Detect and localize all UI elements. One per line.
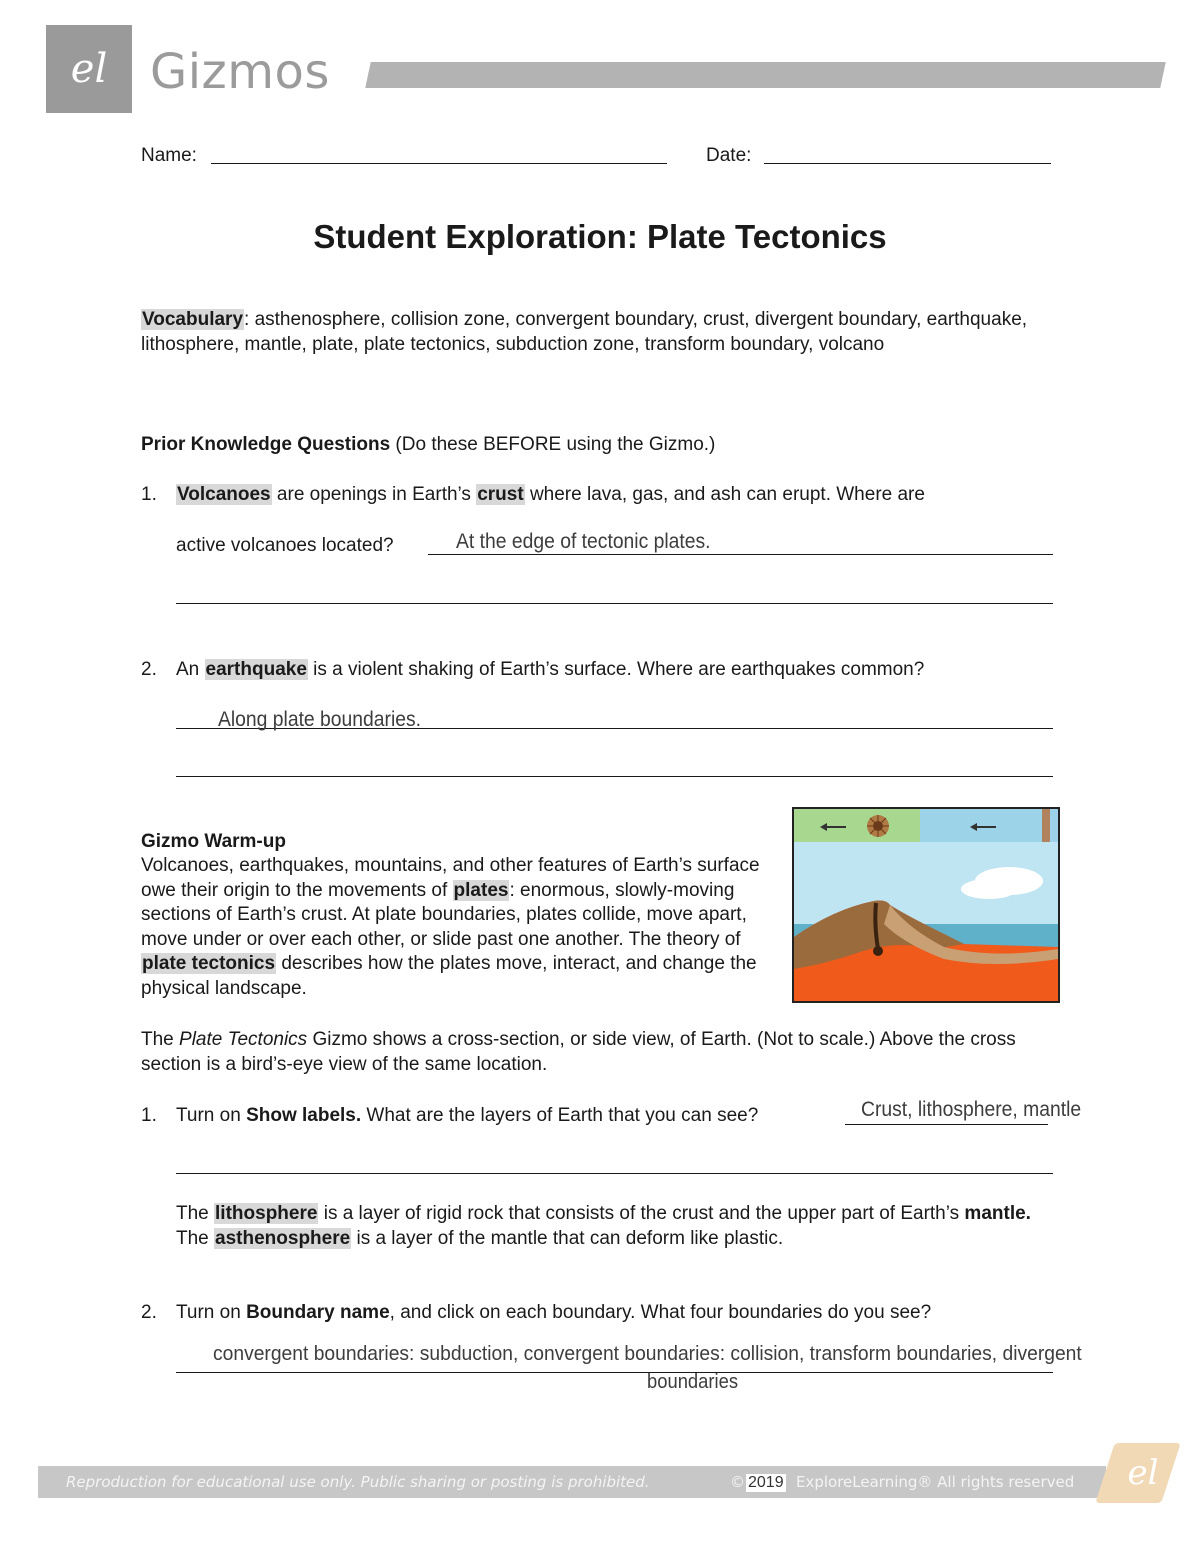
prior-knowledge-note: (Do these BEFORE using the Gizmo.) [390, 434, 716, 455]
warmup-q1-answer: Crust, lithosphere, mantle [861, 1098, 1082, 1121]
warmup-heading: Gizmo Warm-up [141, 831, 286, 852]
warmup-q1-text [176, 1104, 758, 1129]
warmup-text: : enormous, slowly-moving sections of Earth’s crust. At plate boundaries, plates collide, move apart, move under or over each other, or slide past one another. The theory of [141, 879, 747, 950]
prior-q1-part: are openings in Earth’s [271, 484, 477, 505]
warmup-q2-part: , and click on each boundary. What four boundaries do you see? [389, 1302, 932, 1323]
prior-q2-part: An [176, 659, 205, 680]
name-label: Name: [141, 145, 197, 166]
prior-q1-text [176, 483, 925, 508]
prior-q1-part: where lava, gas, and ash can erupt. Where are [524, 484, 925, 505]
explorelearning-logo: el [70, 46, 108, 92]
footer-notice: Reproduction for educational use only. Public sharing or posting is prohibited. [66, 1473, 650, 1491]
copyright-year: 2019 [748, 1474, 784, 1491]
date-label: Date: [706, 145, 752, 166]
gizmo-description [141, 1028, 1061, 1077]
warmup-q1-part: Turn on [176, 1105, 247, 1126]
footer-rights: ExploreLearning® All rights reserved [796, 1473, 1075, 1491]
prior-q2-text [176, 658, 924, 683]
info-text: The [176, 1203, 215, 1224]
warmup-q1-part: What are the layers of Earth that you can see? [361, 1105, 759, 1126]
description-text: The [141, 1029, 180, 1050]
show-labels-term: Show labels. [246, 1105, 362, 1126]
vocabulary-list: : asthenosphere, collision zone, convergent boundary, crust, divergent boundary, earthquake, lithosphere, mantle, plate, plate tectonics, subduction zone, transform boundary, volcano [141, 309, 1028, 355]
page-title: Student Exploration: Plate Tectonics [313, 218, 887, 255]
term-crust: crust [477, 484, 524, 505]
answer-line[interactable] [428, 554, 1053, 555]
question-number: 2. [141, 659, 157, 680]
term-asthenosphere: asthenosphere [215, 1227, 351, 1249]
gizmo-name: Plate Tectonics [179, 1029, 308, 1050]
question-number: 1. [141, 484, 157, 505]
term-plates: plates [453, 879, 509, 901]
term-plate-tectonics: plate tectonics [142, 953, 276, 974]
warmup-text: Volcanoes, earthquakes, mountains, and other features of Earth’s surface owe their origin to the movements of [141, 855, 760, 901]
answer-line[interactable] [176, 1372, 1053, 1373]
term-earthquake: earthquake [205, 659, 307, 680]
prior-q1-line2: active volcanoes located? [176, 535, 394, 556]
answer-line[interactable] [176, 603, 1053, 604]
warmup-q2-text [176, 1301, 931, 1326]
vocabulary-label: Vocabulary [142, 309, 244, 330]
description-text: Gizmo shows a cross-section, or side view, of Earth. (Not to scale.) Above the cross section is a bird’s-eye view of the same location. [141, 1029, 1016, 1075]
info-text: is a layer of the mantle that can deform like plastic. [351, 1227, 784, 1249]
brand-title: Gizmos [150, 44, 330, 100]
warmup-q2-answer: convergent boundaries: subduction, convergent boundaries: collision, transform boundaries, divergent [213, 1342, 1082, 1365]
boundary-name-term: Boundary name [246, 1302, 390, 1323]
copyright-symbol: © [730, 1473, 745, 1491]
info-text: is a layer of rigid rock that consists of the crust and the upper part of Earth’s [318, 1203, 965, 1224]
vocabulary-paragraph [141, 308, 1041, 357]
warmup-paragraph [141, 854, 781, 1001]
warmup-text: describes how the plates move, interact, and change the physical landscape. [141, 953, 757, 999]
prior-knowledge-heading-row [141, 433, 715, 458]
prior-q2-part: is a violent shaking of Earth’s surface. Where are earthquakes common? [307, 659, 925, 680]
date-field[interactable] [764, 163, 1051, 164]
question-number: 1. [141, 1105, 157, 1126]
warmup-q2-part: Turn on [176, 1302, 247, 1323]
answer-line[interactable] [176, 1173, 1053, 1174]
warmup-q2-answer-continued: boundaries [647, 1371, 739, 1393]
question-number: 2. [141, 1302, 157, 1323]
answer-line[interactable] [176, 776, 1053, 777]
prior-knowledge-heading: Prior Knowledge Questions [141, 434, 391, 455]
lithosphere-info [176, 1202, 1036, 1251]
term-volcanoes: Volcanoes [177, 484, 271, 505]
prior-q1-answer: At the edge of tectonic plates. [456, 530, 711, 553]
gizmo-screenshot [792, 807, 1060, 1003]
header-bar [365, 62, 1166, 88]
name-field[interactable] [211, 163, 667, 164]
term-lithosphere: lithosphere [215, 1203, 318, 1224]
info-text: The [176, 1227, 215, 1249]
volcano-icon [867, 815, 889, 837]
footer-logo: el [1127, 1453, 1159, 1493]
prior-q2-answer: Along plate boundaries. [218, 708, 422, 731]
term-mantle: mantle. [964, 1203, 1031, 1224]
answer-line[interactable] [845, 1124, 1048, 1125]
